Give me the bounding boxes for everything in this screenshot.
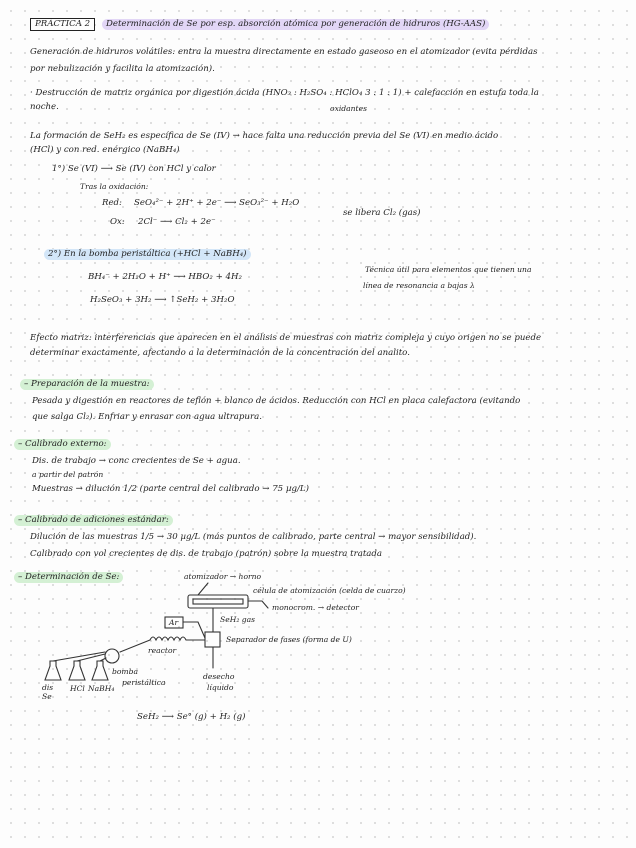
external-cal-heading: – Calibrado externo:: [14, 439, 111, 450]
equation-selenous: H₂SeO₃ + 3H₂ ⟶ ↑SeH₂ + 3H₂O: [90, 295, 235, 305]
atomizer-pointer: [198, 583, 208, 595]
matrix-effect-line-1: Efecto matriz: interferencias que aparecen en el análisis de muestras con matriz compleja y cuyo origen no se puede: [30, 333, 542, 343]
flask-label-sample: dis Se: [42, 683, 54, 701]
digestion-line-1: · Destrucción de matriz orgánica por digestión ácida (HNO₃ : H₂SO₄ : HClO₄ 3 : 1 : 1) + calefacción en estufa toda la: [30, 88, 539, 98]
standard-addition-line-1: Dilución de las muestras 1/5 → 30 µg/L (más puntos de calibrado, parte central → mayor sensibilidad).: [30, 532, 477, 542]
red-equation: SeO₄²⁻ + 2H⁺ + 2e⁻ ⟶ SeO₃²⁻ + H₂O: [134, 198, 300, 208]
reactor-coil: [150, 637, 205, 640]
external-cal-heading-text: Calibrado externo:: [25, 439, 107, 449]
matrix-effect-line-2: determinar exactamente, afectando a la determinación de la concentración del analito.: [30, 348, 410, 358]
external-cal-line-2: Muestras → dilución 1/2 (parte central del calibrado → 75 µg/L): [32, 484, 309, 494]
waste-label-2: líquido: [207, 683, 234, 692]
chlorine-release: se libera Cl₂ (gas): [343, 208, 421, 218]
flask-sample: [45, 661, 61, 680]
ox-equation: 2Cl⁻ ⟶ Cl₂ + 2e⁻: [138, 217, 216, 227]
atomization-cell-inner: [193, 599, 243, 604]
reduction-line-1: La formación de SeH₂ es específica de Se (IV) → hace falta una reducción previa del Se (VI) en medio ácido: [30, 131, 499, 141]
oxidants-label: oxidantes: [330, 104, 368, 113]
flask-label-nabh4: NaBH₄: [88, 684, 115, 693]
sample-prep-heading: – Preparación de la muestra:: [20, 379, 154, 390]
technique-note-2: línea de resonancia a bajas λ: [363, 281, 475, 290]
phase-separator: [205, 632, 220, 647]
standard-addition-heading: – Calibrado de adiciones estándar:: [14, 515, 173, 526]
red-label: Red:: [102, 198, 122, 208]
monochromator-label: monocrom. → detector: [272, 603, 359, 612]
page-title: Determinación de Se por esp. absorción atómica por generación de hidruros (HG-AAS): [102, 19, 489, 30]
atomization-cell: [188, 595, 248, 608]
flask-nabh4: [92, 661, 108, 680]
argon-label: Ar: [169, 618, 179, 627]
practice-label: PRÁCTICA 2: [30, 18, 95, 31]
ox-label: Ox:: [110, 217, 125, 227]
step-1: 1°) Se (VI) ⟶ Se (IV) con HCl y calor: [52, 164, 216, 174]
standard-addition-heading-text: Calibrado de adiciones estándar:: [25, 515, 169, 525]
se-determination-heading: – Determinación de Se:: [14, 572, 123, 583]
step-2: 2°) En la bomba peristáltica (+HCl + NaBH₄): [44, 249, 251, 260]
seh2-gas-label: SeH₂ gas: [220, 615, 256, 624]
external-cal-from-standard: a partir del patrón: [32, 470, 104, 479]
external-cal-line-1: Dis. de trabajo → conc crecientes de Se + agua.: [32, 456, 241, 466]
pump-label-2: peristáltica: [122, 678, 166, 687]
technique-note-1: Técnica útil para elementos que tienen una: [365, 265, 532, 274]
sample-prep-heading-text: Preparación de la muestra:: [31, 379, 150, 389]
equation-borohydride: BH₄⁻ + 2H₂O + H⁺ ⟶ HBO₂ + 4H₂: [88, 272, 242, 282]
standard-addition-line-2: Calibrado con vol crecientes de dis. de trabajo (patrón) sobre la muestra tratada: [30, 549, 383, 559]
se-determination-heading-text: Determinación de Se:: [25, 572, 120, 582]
atomizer-label: atomizador → horno: [184, 572, 262, 581]
intro-line-1: Generación de hidruros volátiles: entra la muestra directamente en estado gaseoso en el atomizador (evita pérdidas: [30, 47, 538, 57]
flask-hcl: [69, 661, 85, 680]
argon-line: [183, 622, 205, 638]
atomization-cell-label: célula de atomización (celda de cuarzo): [253, 586, 406, 595]
tube-hcl: [77, 654, 105, 661]
final-equation: SeH₂ ⟶ Se° (g) + H₂ (g): [137, 712, 246, 722]
phase-separator-label: Separador de fases (forma de U): [226, 635, 352, 644]
intro-line-2: por nebulización y facilita la atomización).: [30, 64, 215, 74]
reduction-line-2: (HCl) y con red. enérgico (NaBH₄): [30, 145, 180, 155]
sample-prep-line-1: Pesada y digestión en reactores de teflón + blanco de ácidos. Reducción con HCl en placa calefactora (evitando: [32, 396, 521, 406]
sample-prep-line-2: que salga Cl₂). Enfriar y enrasar con agua ultrapura.: [32, 412, 262, 422]
pump-to-reactor-line: [120, 640, 150, 652]
reactor-label: reactor: [148, 646, 177, 655]
after-oxidation: Tras la oxidación:: [80, 182, 149, 191]
flask-label-hcl: HCl: [70, 684, 85, 693]
digestion-line-2: noche.: [30, 102, 59, 112]
cell-to-monochromator-line: [248, 601, 268, 608]
pump-label-1: bomba: [112, 667, 139, 676]
waste-label-1: desecho: [203, 672, 235, 681]
peristaltic-pump: [105, 649, 119, 663]
